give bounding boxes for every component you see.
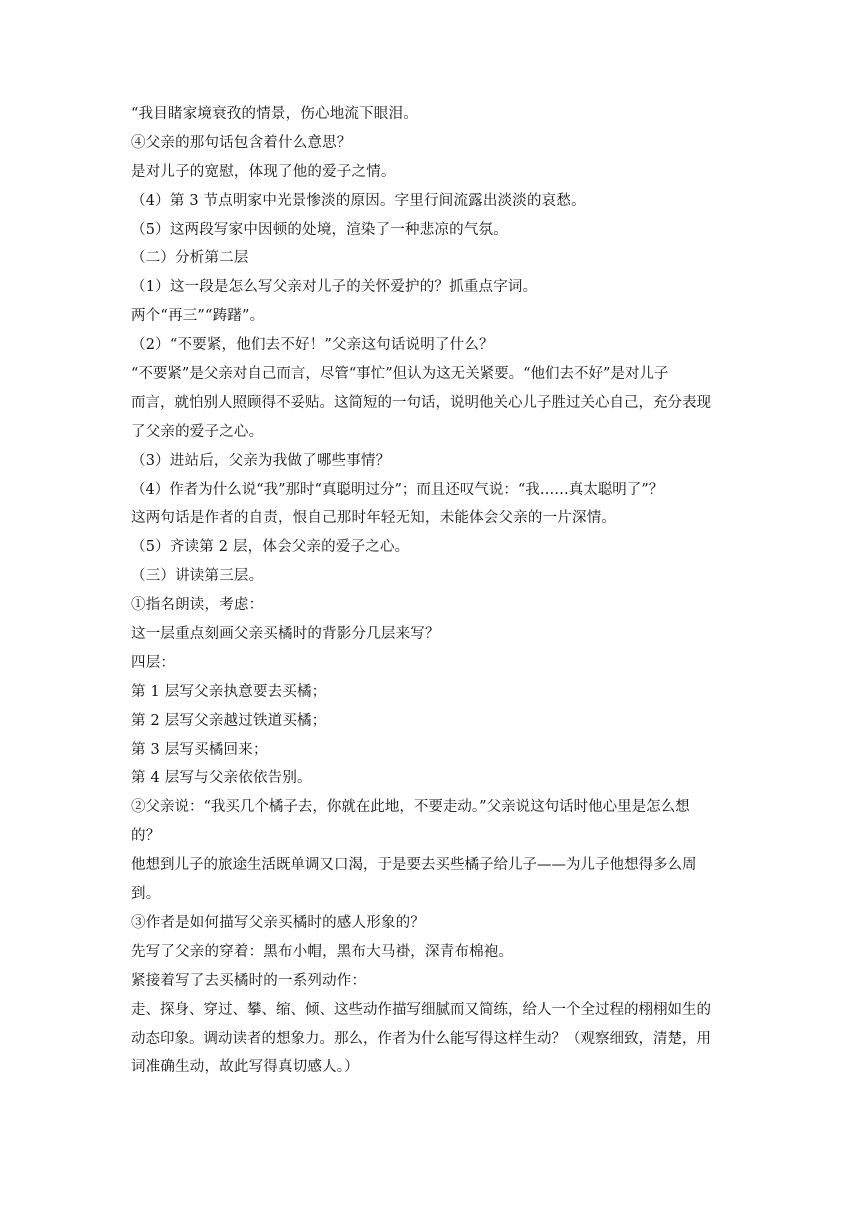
question-line: 的？	[131, 828, 161, 845]
question-line: （1）这一段是怎么写父亲对儿子的关怀爱护的？抓重点字词。	[131, 279, 538, 296]
question-line: （4）作者为什么说“我”那时“真聪明过分”；而且还叹气说：“我……真太聪明了”？	[131, 481, 664, 498]
answer-line: 两个“再三”“踌躇”。	[131, 308, 265, 325]
list-item: 第 3 层写买橘回来；	[131, 741, 268, 758]
text-line: ①指名朗读，考虑：	[131, 597, 264, 614]
question-line: 这一层重点刻画父亲买橘时的背影分几层来写？	[131, 626, 440, 643]
answer-line: “不要紧”是父亲对自己而言，尽管“事忙”但认为这无关紧要。“他们去不好”是对儿子	[131, 366, 669, 383]
text-line: （4）第 3 节点明家中光景惨淡的原因。字里行间流露出淡淡的哀愁。	[131, 192, 586, 209]
answer-line: 而言，就怕别人照顾得不妥贴。这简短的一句话，说明他关心儿子胜过关心自己，充分表现	[131, 394, 711, 411]
list-item: 第 4 层写与父亲依依告别。	[131, 770, 312, 787]
text-line: 紧接着写了去买橘时的一系列动作：	[131, 972, 367, 989]
text-line: 动态印象。调动读者的想象力。那么，作者为什么能写得这样生动？（观察细致，清楚，用	[131, 1030, 711, 1047]
list-item: 第 1 层写父亲执意要去买橘；	[131, 683, 327, 700]
text-line: （5）这两段写家中因顿的处境，渲染了一种悲凉的气氛。	[131, 221, 508, 238]
section-heading: （三）讲读第三层。	[131, 568, 264, 585]
answer-line: 了父亲的爱子之心。	[131, 423, 264, 440]
answer-line: 这两句话是作者的自责，恨自己那时年轻无知，未能体会父亲的一片深情。	[131, 510, 617, 527]
answer-line: 他想到儿子的旅途生活既单调又口渴，于是要去买些橘子给儿子——为儿子他想得多么周	[131, 857, 697, 874]
question-line: （3）进站后，父亲为我做了哪些事情？	[131, 452, 391, 469]
section-heading: （二）分析第二层	[131, 250, 249, 267]
document-body	[131, 100, 731, 1082]
question-line: （2）“不要紧，他们去不好！”父亲这句话说明了什么？	[131, 337, 494, 354]
list-item: 第 2 层写父亲越过铁道买橘；	[131, 712, 327, 729]
answer-line: 是对儿子的宽慰，体现了他的爱子之情。	[131, 163, 396, 180]
text-line: “我目睹家境衰孜的情景，伤心地流下眼泪。	[131, 106, 418, 122]
answer-line: 先写了父亲的穿着：黑布小帽，黑布大马褂，深青布棉袍。	[131, 943, 514, 960]
question-line: ②父亲说：“我买几个橘子去，你就在此地，不要走动。”父亲说这句话时他心里是怎么想	[131, 799, 690, 816]
answer-line: 四层：	[131, 654, 176, 671]
answer-line: 到。	[131, 886, 161, 903]
question-line: ④父亲的那句话包含着什么意思？	[131, 134, 352, 151]
text-line: （5）齐读第 2 层，体会父亲的爱子之心。	[131, 539, 410, 556]
question-line: ③作者是如何描写父亲买橘时的感人形象的？	[131, 914, 425, 931]
text-line: 走、探身、穿过、攀、缩、倾、这些动作描写细腻而又简练，给人一个全过程的栩栩如生的	[131, 1001, 711, 1018]
text-line: 词准确生动，故此写得真切感人。）	[131, 1059, 359, 1076]
